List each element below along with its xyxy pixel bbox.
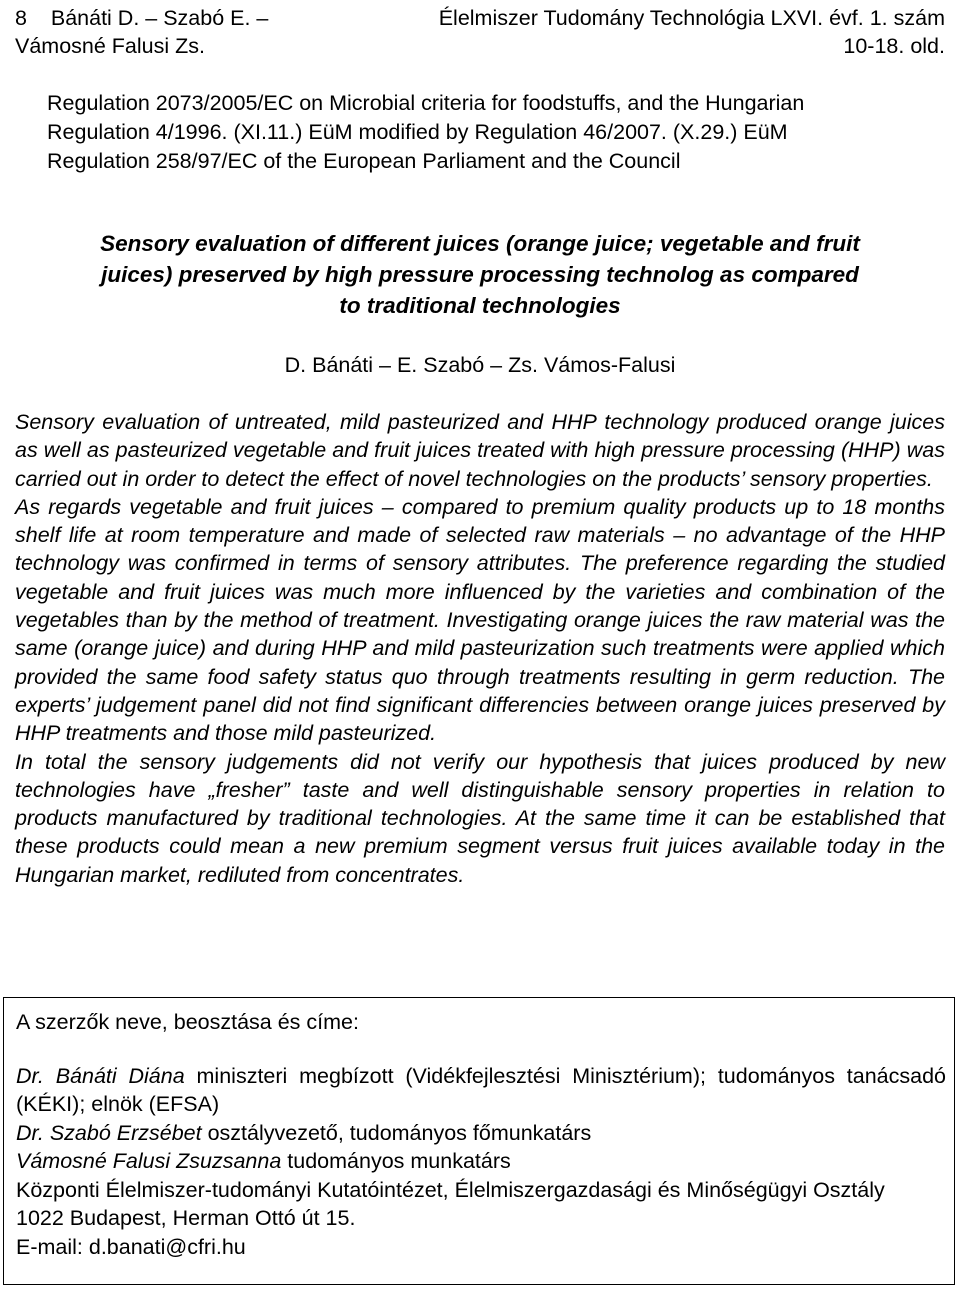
journal-name: Élelmiszer Tudomány Technológia LXVI. évf. 1. szám <box>438 6 945 30</box>
author-2 <box>16 1119 946 1148</box>
author-3-role: tudományos munkatárs <box>281 1149 511 1173</box>
author-2-role: osztályvezető, tudományos főmunkatárs <box>201 1120 592 1145</box>
reference-list <box>47 89 947 176</box>
author-1-role: miniszteri megbízott (Vidékfejlesztési Minisztérium); tudományos tanácsadó (KÉKI); elnök (EFSA) <box>16 1063 946 1116</box>
page-range: 10-18. old. <box>843 34 945 58</box>
author-info-content <box>16 1008 946 1261</box>
abstract-paragraph-2: As regards vegetable and fruit juices – compared to premium quality products up to 18 months shelf life at room temperature and made of selected raw materials – no advantage of the HHP technology was confirmed in terms of sensory attributes. The preference regarding the studied vegetable and fruit juices was much more influenced by the varieties and combination of the vegetables than by the method of treatment. Investigating orange juices the raw material was the same (orange juice) and during HHP and mild pasteurization such treatments were applied which provided the same food safety status quo through treatments resulting in germ reduction. The experts’ judgement panel did not find significant differencies between orange juices preserved by HHP treatments and those mild pasteurized. <box>15 494 945 746</box>
header-authors-line2: Vámosné Falusi Zs. <box>15 34 205 58</box>
abstract-paragraph-1: Sensory evaluation of untreated, mild pasteurized and HHP technology produced orange juices as well as pasteurized vegetable and fruit juices treated with high pressure processing (HHP) was carried out in order to detect the effect of novel technologies on the products’ sensory properties. <box>15 410 945 491</box>
author-info-heading: A szerzők neve, beosztása és címe: <box>16 1010 359 1034</box>
author-3-name: Vámosné Falusi Zsuzsanna <box>16 1149 282 1173</box>
header-authors-line1 <box>15 4 268 32</box>
author-1 <box>16 1062 946 1119</box>
title-line-2: juices) preserved by high pressure processing technolog as compared <box>101 262 859 287</box>
author-info-box <box>3 997 955 1285</box>
reference-item-1-line2: Regulation 4/1996. (XI.11.) EüM modified by Regulation 46/2007. (X.29.) EüM <box>47 120 788 144</box>
header-right <box>439 4 945 60</box>
email: E-mail: d.banati@cfri.hu <box>16 1234 246 1259</box>
reference-item-2: Regulation 258/97/EC of the European Parliament and the Council <box>47 149 681 173</box>
article-authors: D. Bánáti – E. Szabó – Zs. Vámos-Falusi <box>284 353 676 377</box>
reference-item-1-line1: Regulation 2073/2005/EC on Microbial criteria for foodstuffs, and the Hungarian <box>47 91 805 115</box>
page-number: 8 <box>15 6 27 30</box>
header-left <box>15 4 268 60</box>
abstract-paragraph-3: In total the sensory judgements did not verify our hypothesis that juices produced by new technologies have „fresher” taste and well distinguishable sensory properties in relation to products manufactured by traditional technologies. At the same time it can be established that these products could mean a new premium segment versus fruit juices available today in the Hungarian market, rediluted from concentrates. <box>15 749 945 887</box>
running-header <box>15 4 945 60</box>
institute: Központi Élelmiszer-tudományi Kutatóintézet, Élelmiszergazdasági és Minőségügyi Osztály <box>16 1177 885 1202</box>
author-2-name: Dr. Szabó Erzsébet <box>16 1120 202 1145</box>
author-3 <box>16 1147 946 1176</box>
author-1-name: Dr. Bánáti Diána <box>16 1063 185 1088</box>
header-authors: Bánáti D. – Szabó E. – <box>50 6 269 30</box>
article-title <box>15 228 945 321</box>
title-line-1: Sensory evaluation of different juices (orange juice; vegetable and fruit <box>100 231 860 256</box>
title-line-3: to traditional technologies <box>339 293 621 318</box>
address: 1022 Budapest, Herman Ottó út 15. <box>16 1206 356 1230</box>
abstract <box>15 408 945 889</box>
